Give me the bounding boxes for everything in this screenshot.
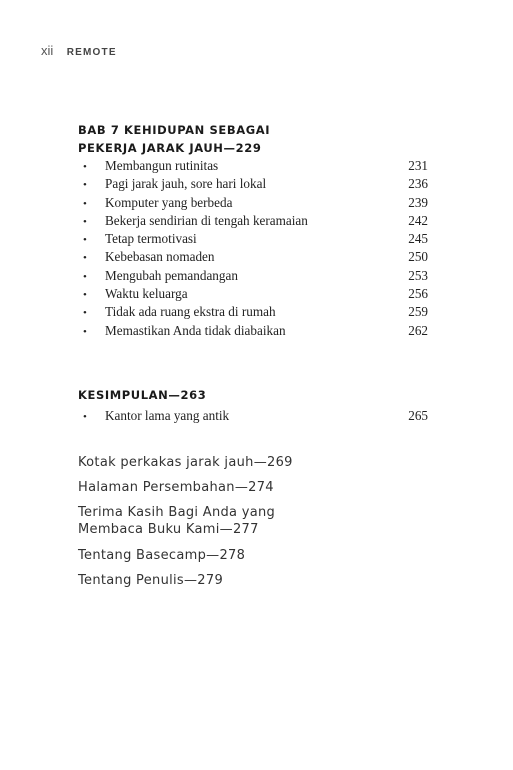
back-matter-item: Kotak perkakas jarak jauh—269 [78, 455, 293, 470]
toc-entry-title: Pagi jarak jauh, sore hari lokal [105, 176, 267, 192]
toc-entry [83, 286, 428, 304]
toc-entry [83, 213, 428, 231]
back-matter-list [78, 454, 293, 589]
chapter-7-title-line1: BAB 7 KEHIDUPAN SEBAGAI [78, 123, 271, 137]
chapter-7-title-line2: PEKERJA JARAK JAUH—229 [78, 141, 262, 155]
toc-entry [83, 231, 428, 249]
bullet-icon: • [83, 215, 87, 228]
running-header [41, 42, 117, 60]
toc-entry-title: Kebebasan nomaden [105, 249, 215, 265]
toc-entry-page: 245 [408, 231, 428, 247]
toc-entry [83, 249, 428, 267]
bullet-icon: • [83, 270, 87, 283]
toc-entry [83, 158, 428, 176]
back-matter-item: Tentang Penulis—279 [78, 573, 224, 588]
chapter-7-title [78, 121, 270, 157]
toc-entry-page: 250 [408, 249, 428, 265]
toc-entry-title: Tetap termotivasi [105, 231, 197, 247]
toc-entry [83, 323, 428, 341]
toc-entry-page: 242 [408, 212, 428, 228]
bullet-icon: • [83, 179, 87, 192]
bullet-icon: • [83, 289, 87, 302]
back-matter-item-line2: Membaca Buku Kami—277 [78, 522, 259, 537]
bullet-icon: • [83, 252, 87, 265]
toc-entry [83, 408, 428, 426]
toc-entry-page: 265 [408, 408, 428, 423]
toc-entry-page: 231 [408, 158, 428, 173]
bullet-icon: • [83, 325, 87, 338]
toc-entry-title: Membangun rutinitas [105, 158, 219, 173]
toc-entry [83, 176, 428, 194]
toc-entry-title: Waktu keluarga [105, 286, 188, 302]
page-number: xii [41, 43, 54, 58]
back-matter-item: Halaman Persembahan—274 [78, 480, 274, 495]
toc-entry-page: 262 [408, 322, 428, 338]
conclusion-entries [83, 408, 428, 426]
bullet-icon: • [83, 197, 87, 210]
back-matter-item [78, 504, 293, 538]
running-title: REMOTE [66, 47, 117, 58]
toc-entry [83, 304, 428, 322]
back-matter-item-line1: Terima Kasih Bagi Anda yang [78, 505, 276, 520]
toc-entry-page: 253 [408, 267, 428, 283]
bullet-icon: • [83, 161, 87, 173]
toc-entry-title: Bekerja sendirian di tengah keramaian [105, 212, 308, 228]
chapter-7-entries [83, 158, 428, 341]
toc-entry-title: Komputer yang berbeda [105, 194, 233, 210]
toc-entry-title: Tidak ada ruang ekstra di rumah [105, 304, 276, 320]
toc-entry-title: Memastikan Anda tidak diabaikan [105, 322, 286, 338]
bullet-icon: • [83, 234, 87, 247]
toc-entry-page: 259 [408, 304, 428, 320]
back-matter-item: Tentang Basecamp—278 [78, 548, 246, 563]
toc-entry-page: 239 [408, 194, 428, 210]
bullet-icon: • [83, 411, 87, 423]
toc-entry-page: 256 [408, 286, 428, 302]
bullet-icon: • [83, 307, 87, 320]
toc-entry-title: Kantor lama yang antik [105, 408, 230, 423]
toc-entry [83, 268, 428, 286]
toc-entry-title: Mengubah pemandangan [105, 267, 238, 283]
toc-entry [83, 195, 428, 213]
conclusion-title: KESIMPULAN—263 [78, 388, 207, 402]
toc-entry-page: 236 [408, 176, 428, 192]
